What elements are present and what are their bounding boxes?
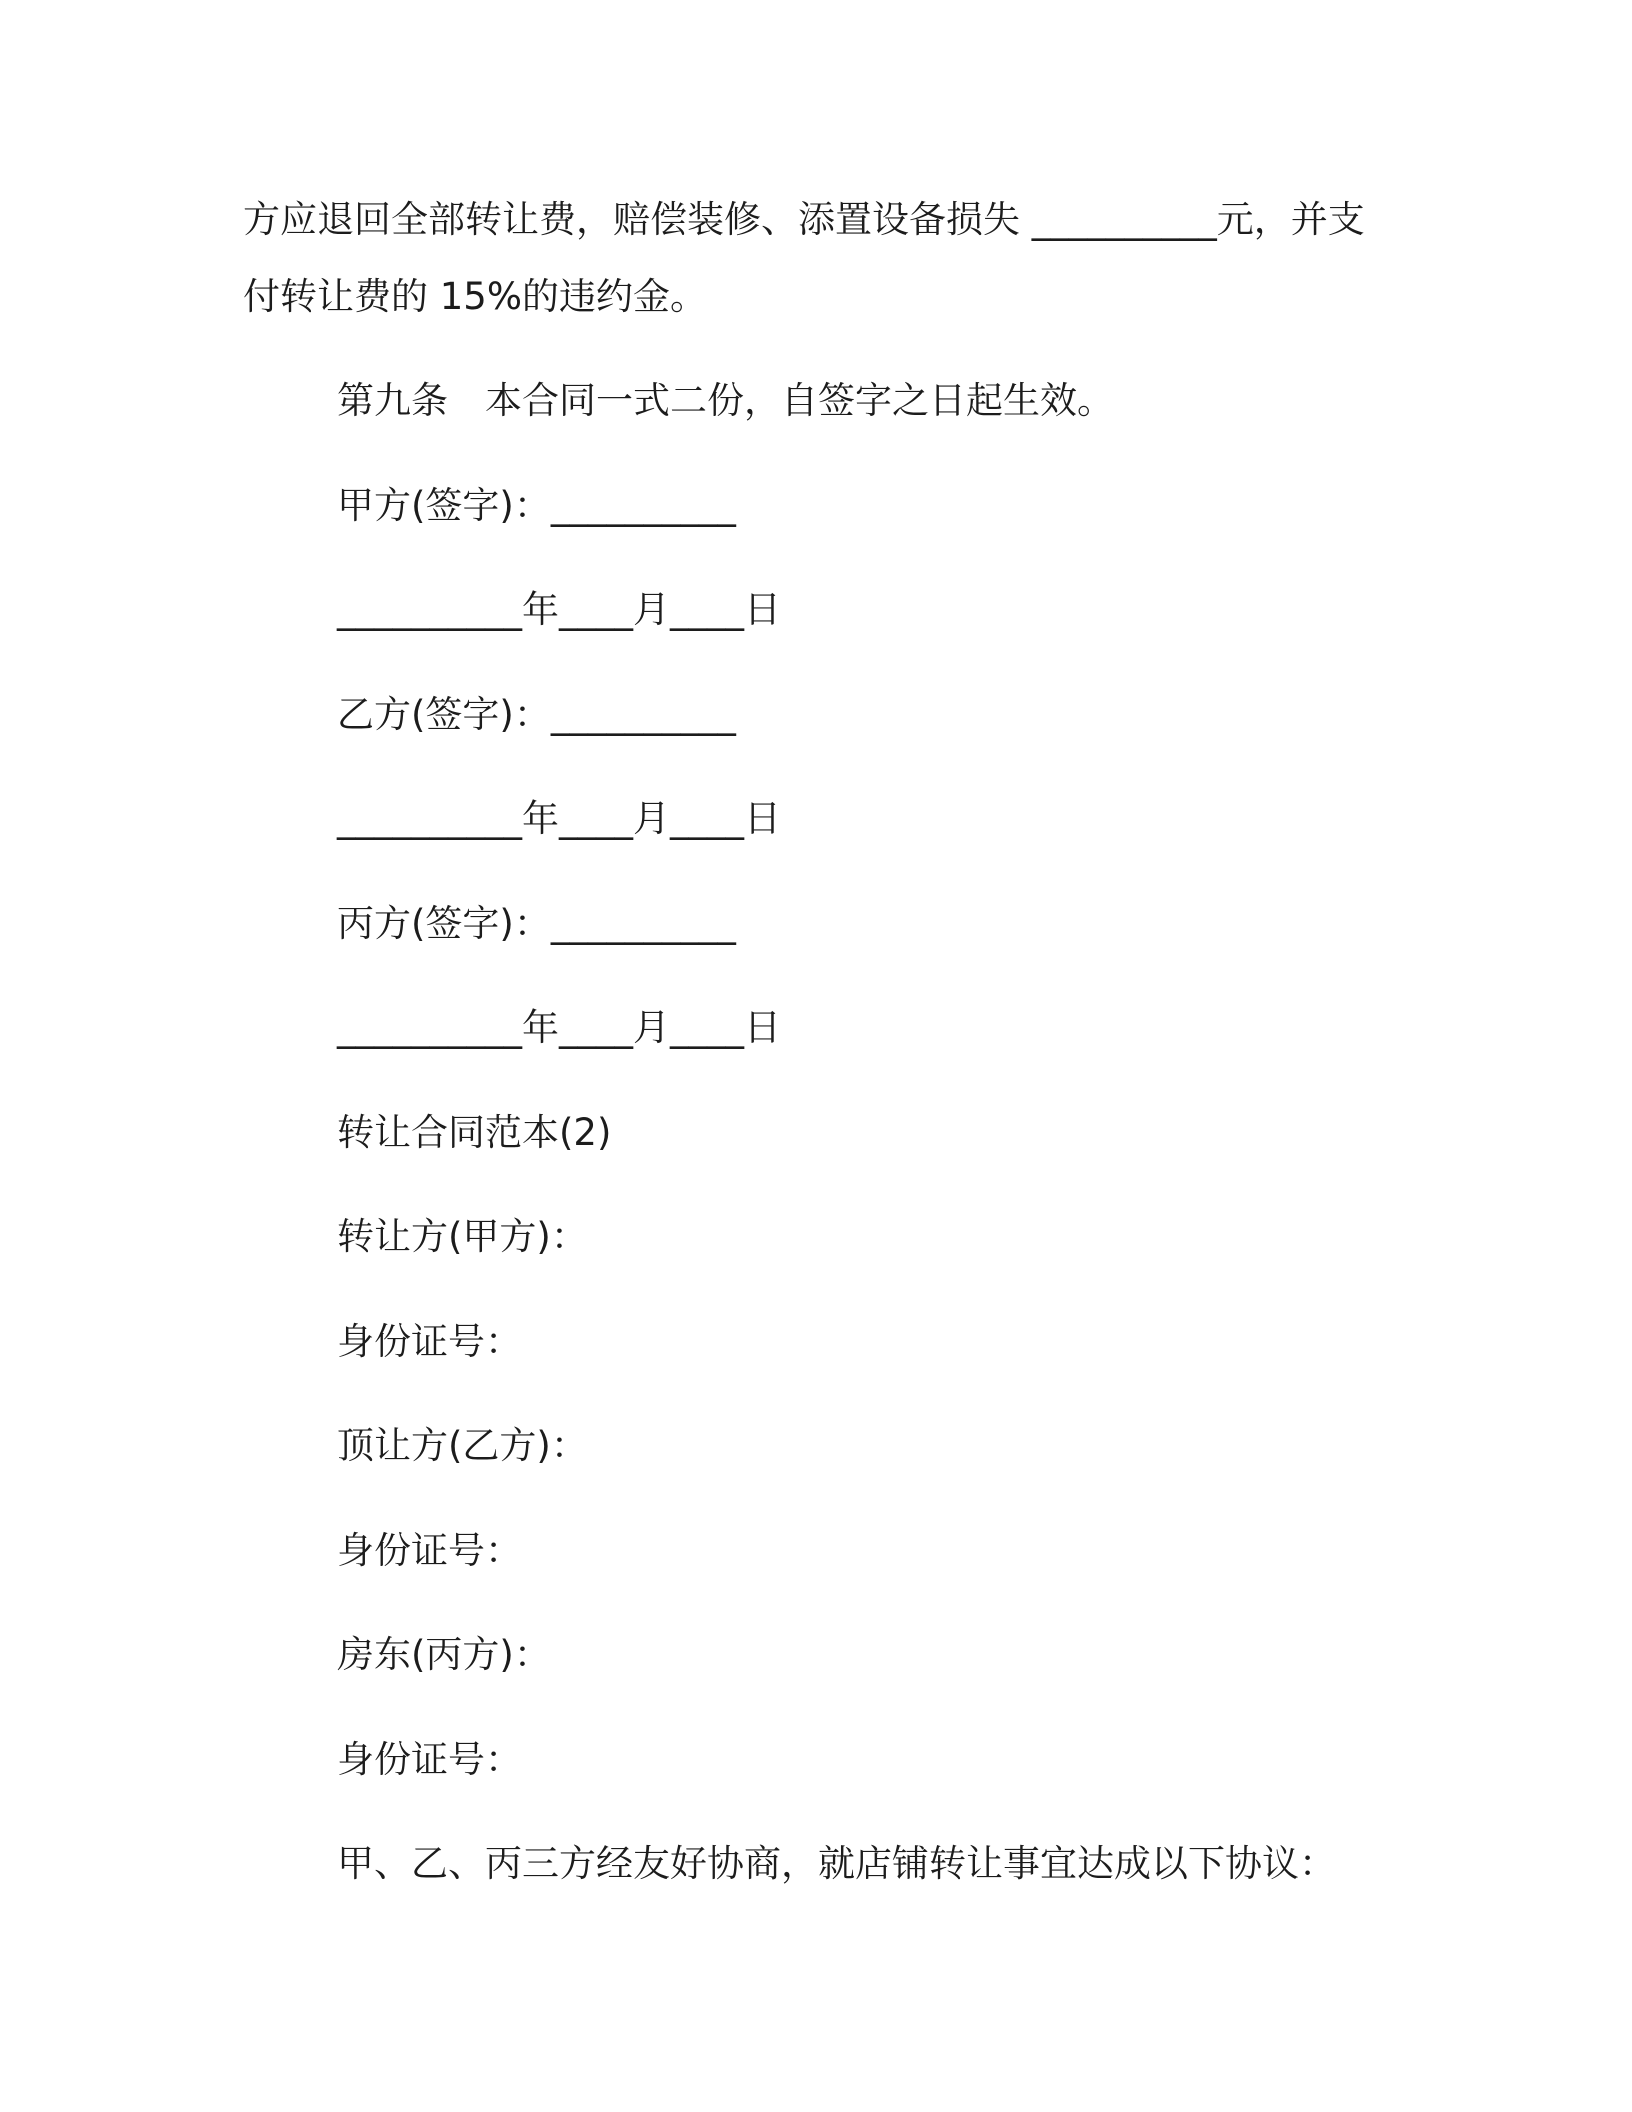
contract-2-title: 转让合同范本(2) [337, 1111, 612, 1154]
continuation-line-1: 方应退回全部转让费，赔偿装修、添置设备损失 __________元，并支 [243, 198, 1365, 241]
article-9: 第九条 本合同一式二份，自签字之日起生效。 [337, 379, 1114, 422]
party-a-signature: 甲方(签字)：__________ [337, 484, 736, 527]
party-b-signature: 乙方(签字)：__________ [337, 693, 736, 736]
transferor-id-label: 身份证号： [337, 1320, 522, 1363]
landlord-id-label: 身份证号： [337, 1738, 522, 1781]
contract-2-preamble: 甲、乙、丙三方经友好协商，就店铺转让事宜达成以下协议： [337, 1842, 1336, 1885]
party-c-signature: 丙方(签字)：__________ [337, 902, 736, 945]
landlord-label: 房东(丙方)： [337, 1633, 551, 1676]
transferee-label: 顶让方(乙方)： [337, 1424, 588, 1467]
transferor-label: 转让方(甲方)： [337, 1215, 588, 1258]
party-b-date: __________年____月____日 [337, 797, 781, 840]
continuation-line-2: 付转让费的 15%的违约金。 [243, 275, 707, 318]
party-a-date: __________年____月____日 [337, 588, 781, 631]
party-c-date: __________年____月____日 [337, 1006, 781, 1049]
transferee-id-label: 身份证号： [337, 1529, 522, 1572]
